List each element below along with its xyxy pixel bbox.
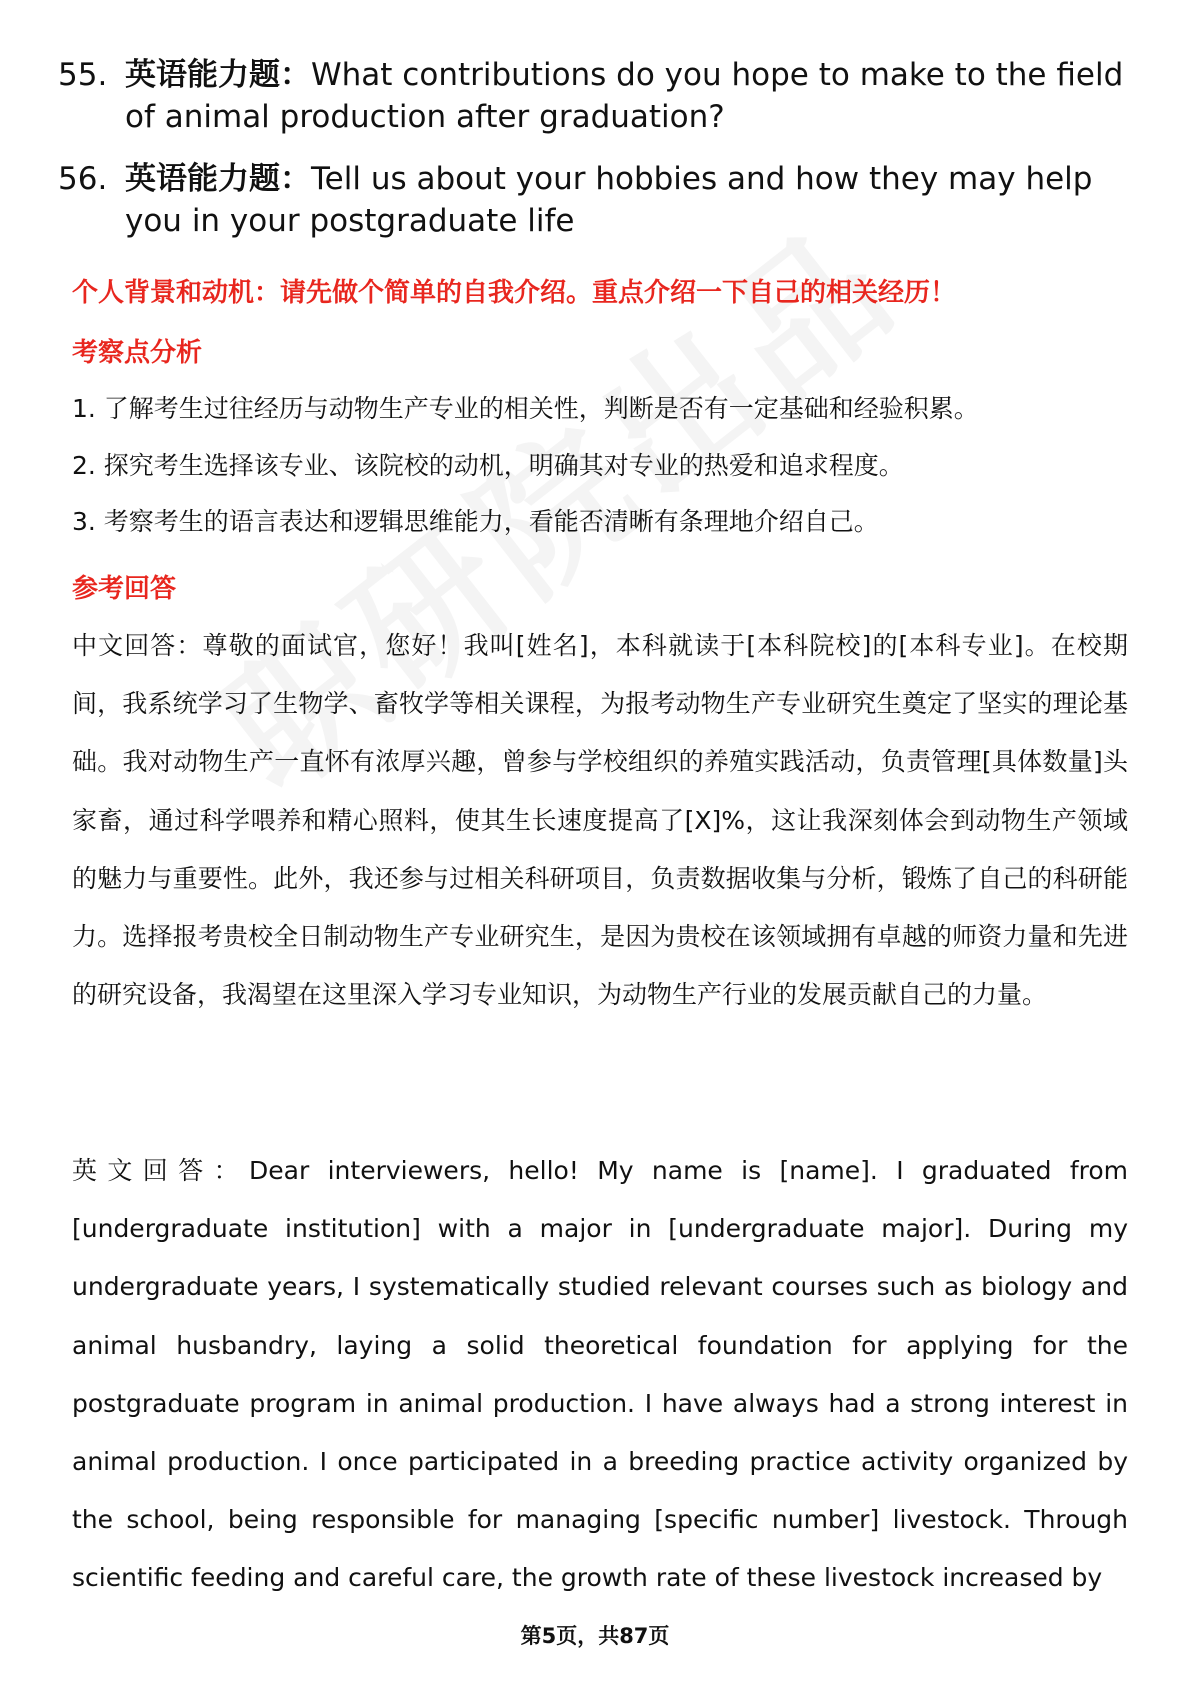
english-answer-text: Dear interviewers, hello! My name is [name]. I graduated from [undergraduate institution] with a major in [undergraduate major]. During my undergraduate years, I systematically studied relevant courses such as biology and animal husbandry, laying a solid theoretical foundation for applying for the postgraduate program in animal production. I have always had a strong interest in animal production. I once participated in a breeding practice activity organized by the school, being responsible for managing [specific number] livestock. Through scientific feeding and careful care, the growth rate of these livestock increased by bbox=[72, 1156, 1128, 1593]
english-answer bbox=[72, 1142, 1128, 1608]
question-55 bbox=[58, 54, 1128, 138]
chinese-answer bbox=[72, 617, 1128, 1024]
question-56 bbox=[58, 158, 1128, 242]
analysis-point-1: 1. 了解考生过往经历与动物生产专业的相关性，判断是否有一定基础和经验积累。 bbox=[72, 394, 979, 423]
question-text: Tell us about your hobbies and how they may help you in your postgraduate life bbox=[125, 161, 1093, 239]
page-footer: 第5页，共87页 bbox=[520, 1624, 670, 1648]
question-body bbox=[125, 54, 1128, 138]
analysis-point-2: 2. 探究考生选择该专业、该院校的动机，明确其对专业的热爱和追求程度。 bbox=[72, 451, 904, 480]
question-body bbox=[125, 158, 1128, 242]
chinese-answer-text: 尊敬的面试官，您好！我叫[姓名]，本科就读于[本科院校]的[本科专业]。在校期间，我系统学习了生物学、畜牧学等相关课程，为报考动物生产专业研究生奠定了坚实的理论基础。我对动物生产一直怀有浓厚兴趣，曾参与学校组织的养殖实践活动，负责管理[具体数量]头家畜，通过科学喂养和精心照料，使其生长速度提高了[X]%，这让我深刻体会到动物生产领域的魅力与重要性。此外，我还参与过相关科研项目，负责数据收集与分析，锻炼了自己的科研能力。选择报考贵校全日制动物生产专业研究生，是因为贵校在该领域拥有卓越的师资力量和先进的研究设备，我渴望在这里深入学习专业知识，为动物生产行业的发展贡献自己的力量。 bbox=[72, 631, 1128, 1010]
answer-heading: 参考回答 bbox=[72, 574, 177, 604]
chinese-answer-label: 中文回答： bbox=[72, 631, 203, 660]
question-text: What contributions do you hope to make to the field of animal production after graduation? bbox=[125, 57, 1124, 135]
analysis-heading: 考察点分析 bbox=[72, 338, 203, 368]
english-answer-label: 英文回答： bbox=[72, 1156, 250, 1185]
question-tag: 英语能力题： bbox=[125, 57, 311, 93]
question-number: 55. bbox=[58, 57, 108, 93]
section-heading: 个人背景和动机：请先做个简单的自我介绍。重点介绍一下自己的相关经历！ bbox=[72, 278, 957, 308]
question-tag: 英语能力题： bbox=[125, 161, 311, 197]
analysis-point-3: 3. 考察考生的语言表达和逻辑思维能力，看能否清晰有条理地介绍自己。 bbox=[72, 507, 879, 536]
question-number: 56. bbox=[58, 161, 108, 197]
